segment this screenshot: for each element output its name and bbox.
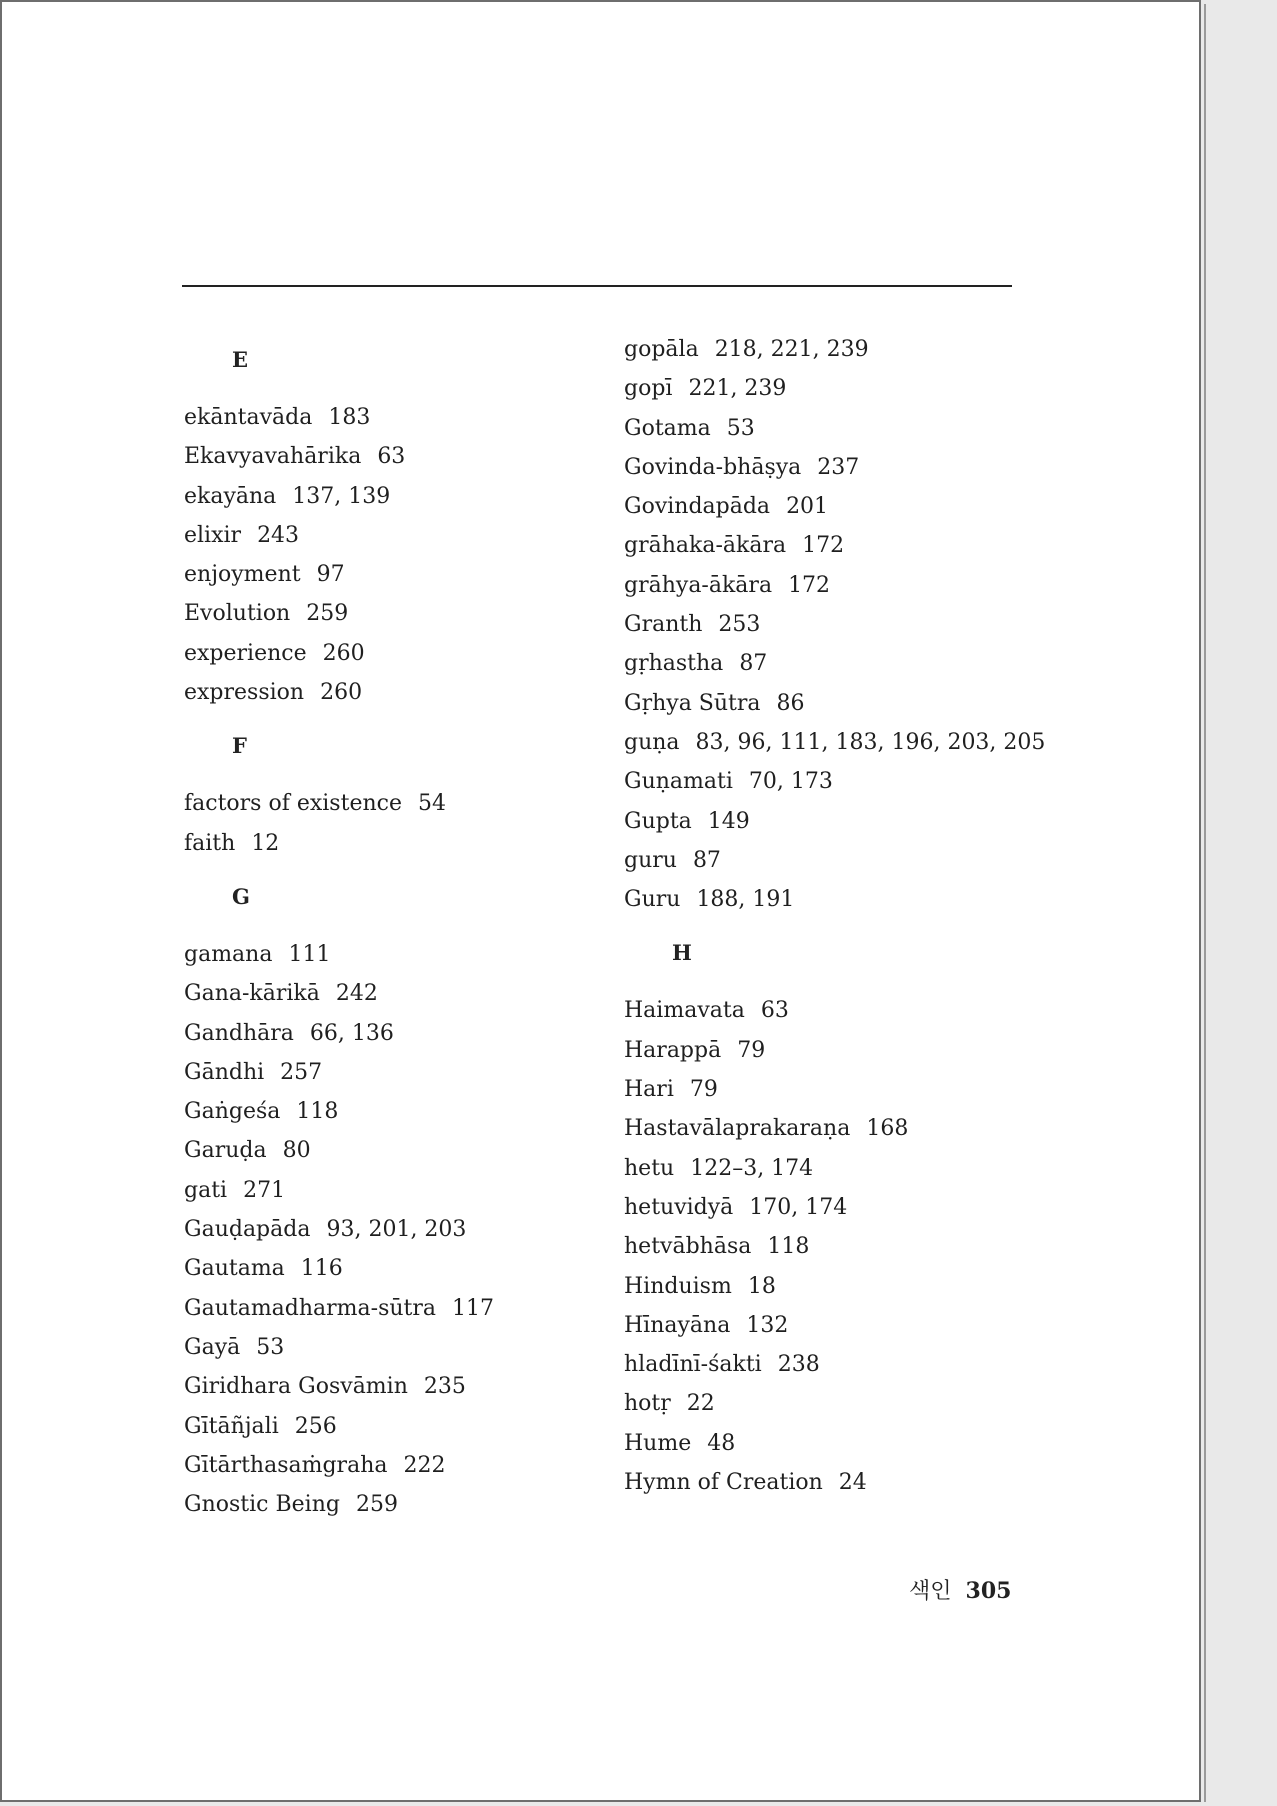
index-term: experience	[184, 640, 307, 666]
index-pages: 183	[328, 405, 371, 430]
index-pages: 257	[280, 1059, 323, 1085]
index-entry	[184, 1053, 494, 1092]
section-letter: G	[232, 883, 250, 909]
index-term: Harappā	[624, 1037, 722, 1063]
index-term: factors of existence	[184, 791, 402, 817]
index-term: Guru	[624, 887, 681, 913]
index-term: hetvābhāsa	[624, 1234, 752, 1260]
index-pages: 54	[417, 791, 446, 817]
index-term: Gotama	[624, 415, 711, 441]
index-pages: 132	[746, 1312, 789, 1338]
index-term: Gayā	[184, 1334, 241, 1360]
index-pages: 122–3, 174	[690, 1155, 814, 1181]
index-entry	[184, 437, 494, 476]
index-pages: 93, 201, 203	[326, 1217, 467, 1243]
index-entry	[624, 1188, 1045, 1227]
index-term: gati	[184, 1177, 228, 1203]
index-term: Govinda-bhāṣya	[624, 454, 802, 480]
spacer	[184, 380, 494, 398]
index-pages: 260	[320, 680, 363, 706]
index-term: Gandhāra	[184, 1020, 294, 1046]
index-term: expression	[184, 680, 305, 706]
index-pages: 238	[777, 1352, 820, 1378]
index-entry	[184, 673, 494, 712]
index-term: faith	[184, 830, 236, 856]
index-term: Gaṅgeśa	[184, 1099, 281, 1125]
index-pages: 172	[802, 533, 845, 559]
index-entry	[184, 1289, 494, 1328]
section-letter: F	[232, 733, 247, 759]
index-term: Govindapāda	[624, 494, 771, 520]
index-term: guru	[624, 847, 677, 873]
index-entry	[624, 1149, 1045, 1188]
index-entry	[624, 1384, 1045, 1423]
index-term: grāhaka-ākāra	[624, 533, 787, 559]
index-entry	[624, 526, 1045, 565]
index-term: Gītārthasaṁgraha	[184, 1452, 388, 1478]
spacer	[184, 712, 494, 726]
index-term: enjoyment	[184, 562, 301, 588]
index-term: gopī	[624, 376, 673, 402]
index-term: Garuḍa	[184, 1138, 267, 1164]
index-entry	[184, 784, 494, 823]
index-pages: 66, 136	[309, 1020, 394, 1046]
index-pages: 149	[707, 808, 750, 834]
spacer	[624, 973, 1045, 991]
index-pages: 170, 174	[749, 1194, 848, 1220]
index-entry	[624, 880, 1045, 919]
index-entry	[624, 1227, 1045, 1266]
spacer	[184, 766, 494, 784]
index-pages: 201	[786, 494, 829, 520]
index-pages: 53	[726, 415, 755, 441]
index-pages: 259	[355, 1492, 398, 1518]
index-entry	[184, 1092, 494, 1131]
index-pages: 86	[776, 690, 805, 716]
index-pages: 243	[257, 522, 300, 548]
index-pages: 111	[288, 941, 331, 967]
index-entry	[184, 555, 494, 594]
index-entry	[624, 1463, 1045, 1502]
index-entry	[624, 991, 1045, 1030]
index-term: Haimavata	[624, 998, 745, 1024]
index-term: Gana-kārikā	[184, 981, 320, 1007]
index-entry	[184, 516, 494, 555]
index-pages: 242	[335, 981, 378, 1007]
spacer	[184, 917, 494, 935]
index-pages: 116	[300, 1256, 343, 1282]
index-entry	[624, 841, 1045, 880]
index-pages: 53	[256, 1334, 285, 1360]
spacer	[624, 919, 1045, 933]
index-term: Gautama	[184, 1256, 285, 1282]
index-term: gamana	[184, 941, 273, 967]
index-term: Hinduism	[624, 1273, 732, 1299]
page-edge-shadow	[1204, 4, 1206, 1802]
page-number: 305	[965, 1578, 1012, 1604]
index-term: Hīnayāna	[624, 1312, 731, 1338]
index-pages: 137, 139	[292, 483, 391, 509]
index-entry	[624, 1109, 1045, 1148]
index-pages: 63	[377, 444, 406, 470]
index-entry	[624, 1345, 1045, 1384]
index-pages: 79	[737, 1037, 766, 1063]
index-pages: 97	[316, 562, 345, 588]
index-pages: 235	[423, 1374, 466, 1400]
index-pages: 12	[251, 830, 280, 856]
index-pages: 80	[282, 1138, 311, 1164]
index-column-right	[624, 330, 1045, 1502]
index-entry	[624, 330, 1045, 369]
index-term: Ekavyavahārika	[184, 444, 362, 470]
index-term: hetuvidyā	[624, 1194, 734, 1220]
index-pages: 87	[692, 847, 721, 873]
index-entry	[624, 605, 1045, 644]
index-entry	[624, 1031, 1045, 1070]
index-pages: 63	[760, 998, 789, 1024]
index-pages: 18	[747, 1273, 776, 1299]
index-term: hladīnī-śakti	[624, 1352, 762, 1378]
index-term: Giridhara Gosvāmin	[184, 1374, 408, 1400]
index-entry	[624, 684, 1045, 723]
index-pages: 24	[838, 1470, 867, 1496]
index-term: Gupta	[624, 808, 692, 834]
index-entry	[184, 634, 494, 673]
index-pages: 260	[322, 640, 365, 666]
index-term: hotṛ	[624, 1391, 671, 1417]
index-term: Hastavālaprakaraṇa	[624, 1116, 851, 1142]
index-entry	[624, 566, 1045, 605]
index-pages: 79	[689, 1077, 718, 1103]
index-pages: 218, 221, 239	[714, 337, 869, 362]
index-pages: 221, 239	[688, 376, 787, 402]
index-pages: 222	[403, 1452, 446, 1478]
index-entry	[624, 1070, 1045, 1109]
index-pages: 70, 173	[748, 769, 833, 795]
index-entry	[184, 1210, 494, 1249]
index-entry	[184, 1131, 494, 1170]
index-entry	[184, 1328, 494, 1367]
index-entry	[184, 1485, 494, 1524]
index-pages: 188, 191	[696, 887, 795, 913]
index-entry	[624, 762, 1045, 801]
footer-label: 색인	[909, 1579, 952, 1604]
index-term: grāhya-ākāra	[624, 572, 773, 598]
index-pages: 117	[452, 1295, 495, 1321]
index-term: ekayāna	[184, 483, 277, 509]
index-pages: 168	[866, 1116, 909, 1142]
index-entry	[184, 594, 494, 633]
index-entry	[184, 824, 494, 863]
index-term: Gītāñjali	[184, 1413, 279, 1439]
index-pages: 87	[739, 651, 768, 677]
index-term: guṇa	[624, 729, 680, 755]
index-term: Hume	[624, 1430, 692, 1456]
index-entry	[624, 1424, 1045, 1463]
index-entry	[624, 1267, 1045, 1306]
index-entry	[624, 369, 1045, 408]
index-term: Gauḍapāda	[184, 1217, 311, 1243]
index-entry	[624, 409, 1045, 448]
index-pages: 271	[243, 1177, 286, 1203]
index-entry	[184, 1367, 494, 1406]
index-entry	[624, 487, 1045, 526]
index-entry	[184, 398, 494, 437]
index-entry	[184, 935, 494, 974]
index-term: gopāla	[624, 337, 699, 362]
index-term: Guṇamati	[624, 769, 733, 795]
index-entry	[184, 1249, 494, 1288]
index-entry	[184, 1446, 494, 1485]
header-rule	[182, 285, 1012, 287]
spacer	[184, 863, 494, 877]
index-term: elixir	[184, 522, 242, 548]
index-entry	[624, 644, 1045, 683]
index-term: hetu	[624, 1155, 675, 1181]
index-entry	[624, 802, 1045, 841]
index-entry	[184, 1171, 494, 1210]
index-entry	[624, 448, 1045, 487]
section-letter: E	[232, 347, 249, 372]
index-pages: 172	[788, 572, 831, 598]
index-term: gṛhastha	[624, 651, 724, 677]
index-term: Gnostic Being	[184, 1492, 340, 1518]
index-term: Granth	[624, 612, 703, 638]
index-entry	[184, 1014, 494, 1053]
index-pages: 22	[686, 1391, 715, 1417]
index-term: Gṛhya Sūtra	[624, 690, 761, 716]
index-entry	[184, 1407, 494, 1446]
page-footer	[909, 1574, 1011, 1605]
index-entry	[624, 723, 1045, 762]
index-pages: 48	[707, 1430, 736, 1456]
index-term: Hari	[624, 1077, 674, 1103]
index-term: Hymn of Creation	[624, 1470, 823, 1496]
section-letter: H	[672, 940, 692, 966]
index-pages: 118	[767, 1234, 810, 1260]
index-pages: 237	[817, 454, 860, 480]
index-pages: 118	[296, 1099, 339, 1125]
index-term: Evolution	[184, 601, 291, 627]
index-term: ekāntavāda	[184, 405, 313, 430]
index-entry	[624, 1306, 1045, 1345]
index-pages: 259	[306, 601, 349, 627]
index-entry	[184, 477, 494, 516]
index-term: Gāndhi	[184, 1059, 265, 1085]
index-term: Gautamadharma-sūtra	[184, 1295, 437, 1321]
index-pages: 256	[294, 1413, 337, 1439]
index-pages: 253	[718, 612, 761, 638]
index-pages: 83, 96, 111, 183, 196, 203, 205	[695, 729, 1046, 755]
index-entry	[184, 974, 494, 1013]
index-column-left	[184, 340, 494, 1524]
